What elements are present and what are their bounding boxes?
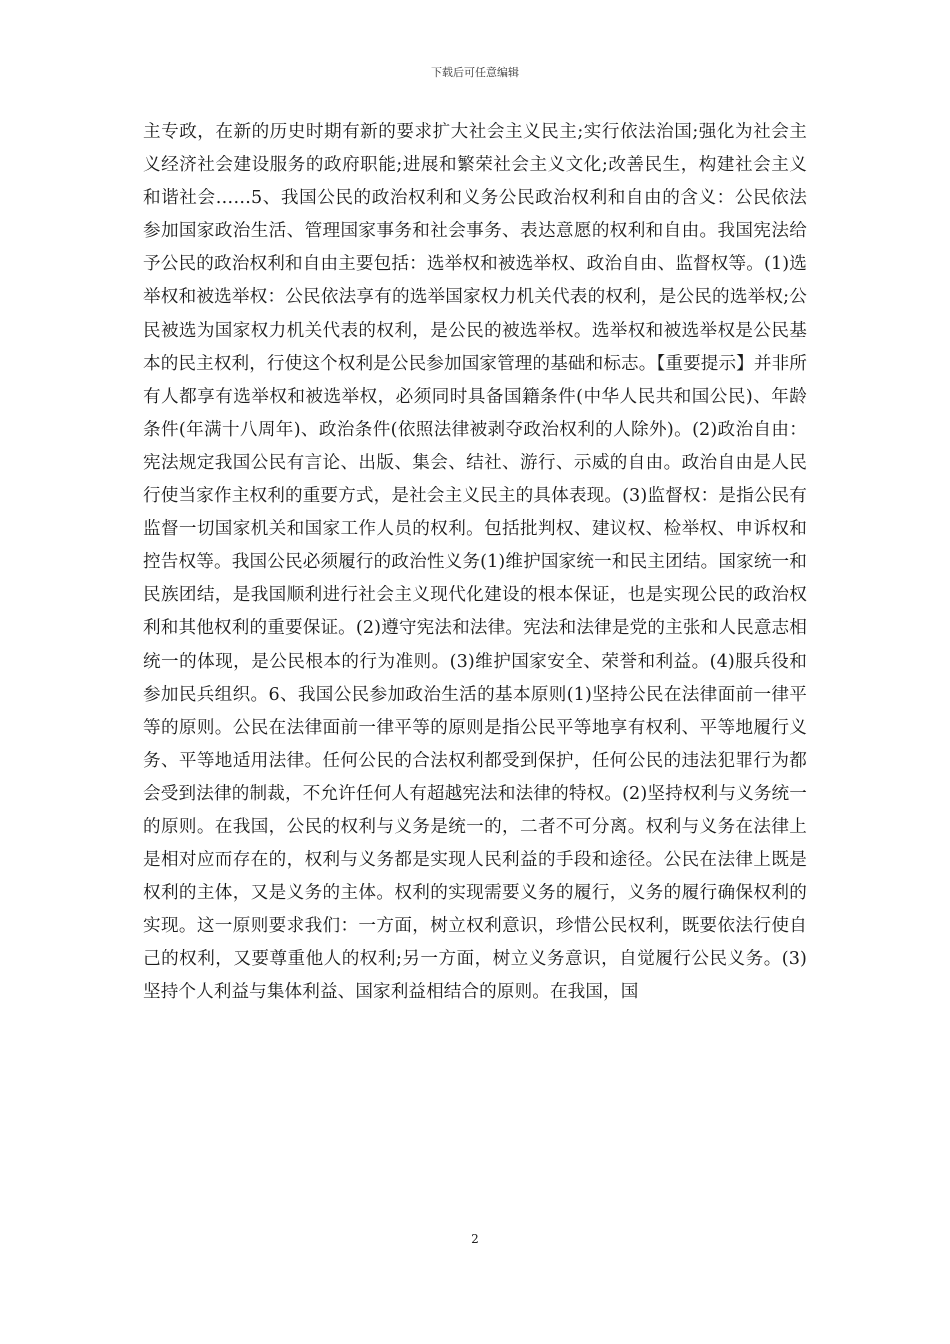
page-number: 2 [471, 1232, 479, 1246]
body-paragraph: 主专政，在新的历史时期有新的要求扩大社会主义民主;实行依法治国;强化为社会主义经济社会建设服务的政府职能;进展和繁荣社会主义文化;改善民生，构建社会主义和谐社会……5、我国公民的政治权利和义务公民政治权利和自由的含义：公民依法参加国家政治生活、管理国家事务和社会事务、表达意愿的权利和自由。我国宪法给予公民的政治权利和自由主要包括：选举权和被选举权、政治自由、监督权等。(1)选举权和被选举权：公民依法享有的选举国家权力机关代表的权利，是公民的选举权;公民被选为国家权力机关代表的权利，是公民的被选举权。选举权和被选举权是公民基本的民主权利，行使这个权利是公民参加国家管理的基础和标志。【重要提示】并非所有人都享有选举权和被选举权，必须同时具备国籍条件(中华人民共和国公民)、年龄条件(年满十八周年)、政治条件(依照法律被剥夺政治权利的人除外)。(2)政治自由：宪法规定我国公民有言论、出版、集会、结社、游行、示威的自由。政治自由是人民行使当家作主权利的重要方式，是社会主义民主的具体表现。(3)监督权：是指公民有监督一切国家机关和国家工作人员的权利。包括批判权、建议权、检举权、申诉权和控告权等。我国公民必须履行的政治性义务(1)维护国家统一和民主团结。国家统一和民族团结，是我国顺利进行社会主义现代化建设的根本保证，也是实现公民的政治权利和其他权利的重要保证。(2)遵守宪法和法律。宪法和法律是党的主张和人民意志相统一的体现，是公民根本的行为准则。(3)维护国家安全、荣誉和利益。(4)服兵役和参加民兵组织。6、我国公民参加政治生活的基本原则(1)坚持公民在法律面前一律平等的原则。公民在法律面前一律平等的原则是指公民平等地享有权利、平等地履行义务、平等地适用法律。任何公民的合法权利都受到保护，任何公民的违法犯罪行为都会受到法律的制裁，不允许任何人有超越宪法和法律的特权。(2)坚持权利与义务统一的原则。在我国，公民的权利与义务是统一的，二者不可分离。权利与义务在法律上是相对应而存在的，权利与义务都是实现人民利益的手段和途径。公民在法律上既是权利的主体，又是义务的主体。权利的实现需要义务的履行，义务的履行确保权利的实现。这一原则要求我们：一方面，树立权利意识，珍惜公民权利，既要依法行使自己的权利，又要尊重他人的权利;另一方面，树立义务意识，自觉履行公民义务。(3)坚持个人利益与集体利益、国家利益相结合的原则。在我国，国 [143, 122, 807, 1003]
page-header-note: 下载后可任意编辑 [431, 66, 519, 79]
